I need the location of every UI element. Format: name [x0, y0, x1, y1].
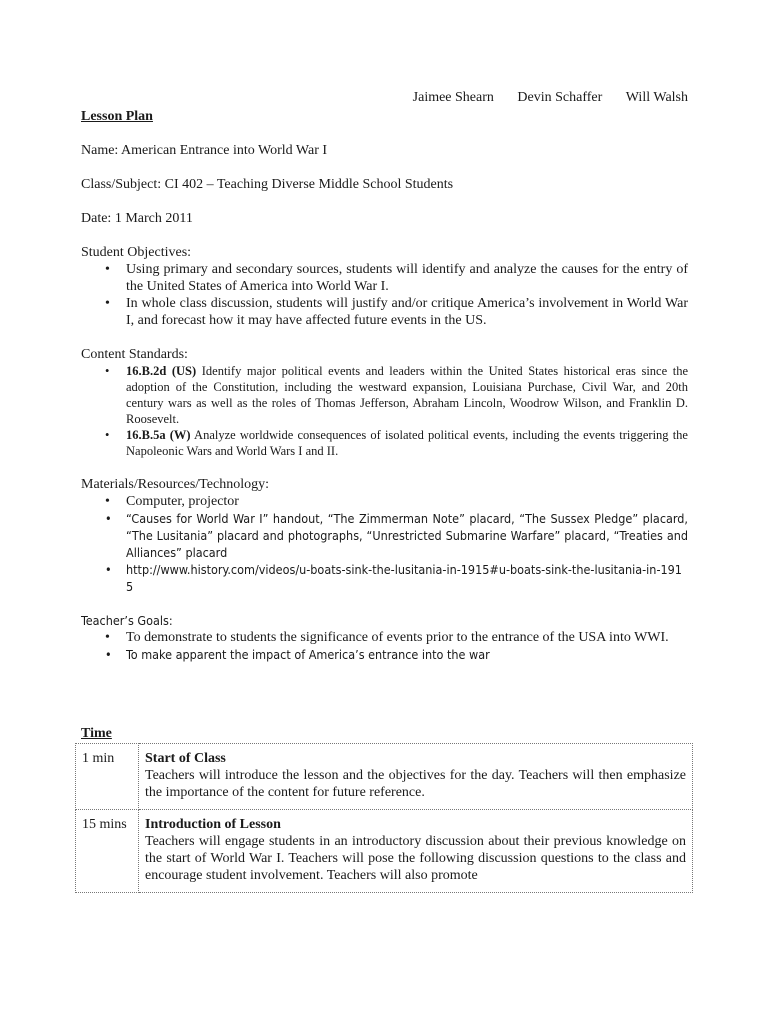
- author-2: Devin Schaffer: [517, 90, 603, 105]
- author-1: Jaimee Shearn: [412, 90, 494, 105]
- standard-text: Analyze worldwide consequences of isolated political events, including the events triggering the Napoleonic Wars and World Wars I and II.: [126, 428, 688, 458]
- materials-section: [81, 476, 688, 595]
- author-3: Will Walsh: [625, 90, 688, 105]
- standards-heading: Content Standards:: [81, 347, 188, 362]
- class-subject: Class/Subject: CI 402 – Teaching Diverse Middle School Students: [81, 177, 454, 192]
- list-item: • To demonstrate to students the significance of events prior to the entrance of the USA into WWI.: [81, 629, 688, 646]
- row-text: Teachers will introduce the lesson and the objectives for the day. Teachers will then emphasize the importance of the content for future reference.: [145, 768, 686, 800]
- document-body: [81, 108, 688, 663]
- lesson-date: Date: 1 March 2011: [81, 211, 193, 226]
- table-row: [76, 810, 693, 893]
- goals-heading: Teacher’s Goals:: [81, 613, 173, 628]
- objectives-heading: Student Objectives:: [81, 245, 192, 260]
- time-cell: 15 mins: [76, 810, 139, 893]
- time-heading: Time: [81, 726, 112, 741]
- row-title: Start of Class: [145, 751, 226, 766]
- schedule-table: [75, 743, 693, 893]
- list-item: • Computer, projector: [81, 493, 688, 510]
- list-item: [81, 427, 688, 459]
- standard-code: 16.B.2d (US): [126, 364, 197, 378]
- materials-heading: Materials/Resources/Technology:: [81, 477, 269, 492]
- objectives-list: [81, 261, 688, 329]
- list-item: • “Causes for World War I” handout, “The Zimmerman Note” placard, “The Sussex Pledge” placard, “The Lusitania” placard and photographs, “Unrestricted Submarine Warfare” placard, “Treaties and Alliances” placard: [81, 510, 688, 561]
- list-item: [81, 363, 688, 427]
- standard-text: Identify major political events and leaders within the United States historical eras since the adoption of the Constitution, including the westward expansion, Louisiana Purchase, Civil War, and 20th century wars as well as the roles of Thomas Jefferson, Abraham Lincoln, Woodrow Wilson, and Franklin D. Roosevelt.: [126, 364, 688, 426]
- student-objectives-section: [81, 244, 688, 329]
- teacher-goals-section: [81, 612, 688, 663]
- author-names: [393, 90, 688, 106]
- document-title: Lesson Plan: [81, 109, 153, 124]
- goals-list: [81, 629, 688, 663]
- list-item: • To make apparent the impact of America’s entrance into the war: [81, 646, 688, 663]
- lesson-name: Name: American Entrance into World War I: [81, 143, 328, 158]
- list-item: • In whole class discussion, students will justify and/or critique America’s involvement in World War I, and forecast how it may have affected future events in the US.: [81, 295, 688, 329]
- standards-list: [81, 363, 688, 459]
- row-text: Teachers will engage students in an introductory discussion about their previous knowledge on the start of World War I. Teachers will pose the following discussion questions to the class and encourage student involvement. Teachers will also promote: [145, 834, 686, 883]
- table-row: [76, 744, 693, 810]
- materials-list: [81, 493, 688, 595]
- time-cell: 1 min: [76, 744, 139, 810]
- row-title: Introduction of Lesson: [145, 817, 281, 832]
- standard-code: 16.B.5a (W): [126, 428, 191, 442]
- description-cell: [139, 810, 693, 893]
- content-standards-section: [81, 346, 688, 459]
- list-item: • Using primary and secondary sources, students will identify and analyze the causes for the entry of the United States of America into World War I.: [81, 261, 688, 295]
- material-link: • http://www.history.com/videos/u-boats-sink-the-lusitania-in-1915#u-boats-sink-the-lusitania-in-1915: [81, 561, 688, 595]
- description-cell: [139, 744, 693, 810]
